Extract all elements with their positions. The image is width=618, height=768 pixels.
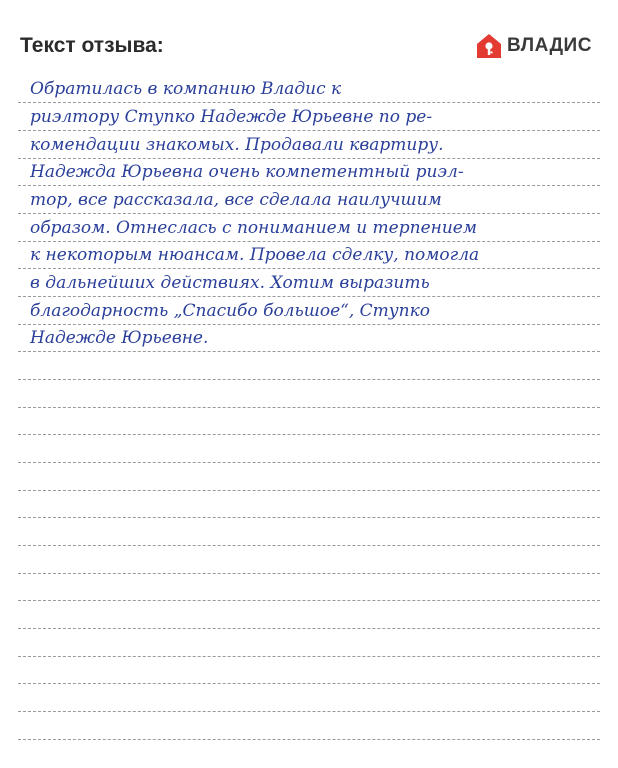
ruled-line bbox=[18, 213, 600, 214]
page-title: Текст отзыва: bbox=[20, 34, 164, 57]
handwritten-line: Надежда Юрьевна очень компетентный риэл- bbox=[30, 162, 464, 182]
ruled-line bbox=[18, 656, 600, 657]
ruled-line bbox=[18, 628, 600, 629]
ruled-line bbox=[18, 102, 600, 103]
ruled-line bbox=[18, 517, 600, 518]
ruled-line bbox=[18, 711, 600, 712]
house-key-icon bbox=[476, 33, 502, 59]
handwritten-line: тор, все рассказала, все сделала наилучшим bbox=[30, 190, 442, 210]
ruled-line bbox=[18, 407, 600, 408]
ruled-line bbox=[18, 600, 600, 601]
header bbox=[0, 0, 618, 84]
review-sheet bbox=[0, 79, 618, 768]
brand-name: ВЛАДИС bbox=[507, 35, 592, 56]
handwritten-line: Обратилась в компанию Владис к bbox=[30, 79, 342, 99]
handwritten-line: Надежде Юрьевне. bbox=[30, 328, 209, 348]
handwritten-line: образом. Отнеслась с пониманием и терпением bbox=[30, 218, 477, 238]
ruled-line bbox=[18, 739, 600, 740]
brand-logo bbox=[476, 32, 592, 60]
ruled-line bbox=[18, 462, 600, 463]
ruled-line bbox=[18, 490, 600, 491]
ruled-line bbox=[18, 185, 600, 186]
ruled-line bbox=[18, 434, 600, 435]
ruled-line bbox=[18, 683, 600, 684]
ruled-line bbox=[18, 351, 600, 352]
ruled-line bbox=[18, 268, 600, 269]
ruled-line bbox=[18, 130, 600, 131]
ruled-line bbox=[18, 545, 600, 546]
handwritten-line: благодарность „Спасибо большое“, Ступко bbox=[30, 301, 430, 321]
handwritten-line: в дальнейших действиях. Хотим выразить bbox=[30, 273, 430, 293]
ruled-line bbox=[18, 573, 600, 574]
handwritten-line: риэлтору Ступко Надежде Юрьевне по ре- bbox=[30, 107, 433, 127]
ruled-line bbox=[18, 379, 600, 380]
ruled-line bbox=[18, 296, 600, 297]
handwritten-line: комендации знакомых. Продавали квартиру. bbox=[30, 135, 444, 155]
handwritten-line: к некоторым нюансам. Провела сделку, помогла bbox=[30, 245, 480, 265]
